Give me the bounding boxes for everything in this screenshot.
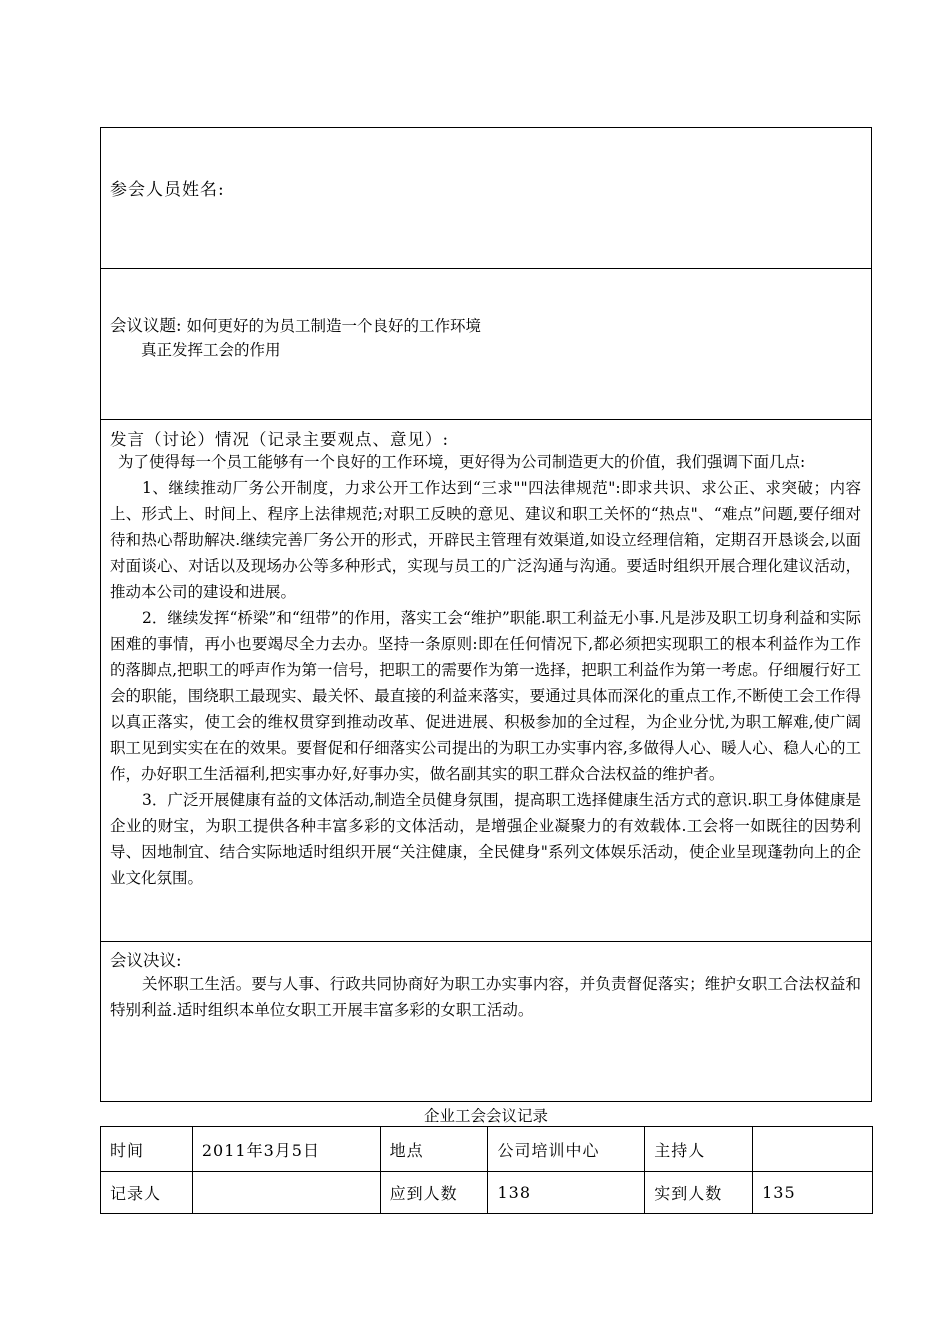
attendees-section xyxy=(100,127,872,269)
record-table-title: 企业工会会议记录 xyxy=(423,1107,548,1125)
resolution-title: 会议决议: xyxy=(110,951,182,970)
recorder-value xyxy=(192,1172,380,1214)
discussion-intro: 为了使得每一个员工能够有一个良好的工作环境，更好得为公司制造更大的价值，我们强调下面几点: xyxy=(118,453,806,471)
expected-count-label: 应到人数 xyxy=(380,1172,488,1214)
discussion-body xyxy=(110,449,861,891)
topic-text-2: 真正发挥工会的作用 xyxy=(141,341,281,359)
table-row xyxy=(101,1127,873,1172)
table-row xyxy=(101,1172,873,1214)
time-value: 2011年3月5日 xyxy=(192,1127,380,1172)
discussion-item-3: 3．广泛开展健康有益的文体活动,制造全员健身氛围，提高职工选择健康生活方式的意识.职工身体健康是企业的财宝，为职工提供各种丰富多彩的文体活动，是增强企业凝聚力的有效载体.工会将一如既往的因势利导、因地制宜、结合实际地适时组织开展“关注健康，全民健身"系列文体娱乐活动，使企业呈现蓬勃向上的企业文化氛围。 xyxy=(110,791,861,887)
actual-count-value: 135 xyxy=(753,1172,873,1214)
meeting-info-table xyxy=(100,1126,873,1214)
location-label: 地点 xyxy=(380,1127,488,1172)
location-value: 公司培训中心 xyxy=(488,1127,645,1172)
topic-line-1 xyxy=(110,312,481,336)
discussion-item-2: 2．继续发挥“桥梁”和“纽带”的作用，落实工会“维护”职能.职工利益无小事.凡是涉及职工切身利益和实际困难的事情，再小也要竭尽全力去办。坚持一条原则:即在任何情况下,都必须把实现职工的根本利益作为工作的落脚点,把职工的呼声作为第一信号，把职工的需要作为第一选择，把职工利益作为第一考虑。仔细履行好工会的职能，围绕职工最现实、最关怀、最直接的利益来落实，要通过具体而深化的重点工作,不断使工会工作得以真正落实，使工会的维权贯穿到推动改革、促进进展、积极参加的全过程，为企业分忧,为职工解难,使广阔职工见到实实在在的效果。要督促和仔细落实公司提出的为职工办实事内容,多做得人心、暖人心、稳人心的工作，办好职工生活福利,把实事办好,好事办实，做名副其实的职工群众合法权益的维护者。 xyxy=(110,609,861,783)
expected-count-value: 138 xyxy=(488,1172,645,1214)
recorder-label: 记录人 xyxy=(101,1172,193,1214)
topic-section xyxy=(100,268,872,420)
attendees-label: 参会人员姓名: xyxy=(110,180,225,200)
host-value xyxy=(753,1127,873,1172)
resolution-body: 关怀职工生活。要与人事、行政共同协商好为职工办实事内容，并负责督促落实；维护女职工合法权益和特别利益.适时组织本单位女职工开展丰富多彩的女职工活动。 xyxy=(110,975,861,1019)
resolution-section xyxy=(100,941,872,1102)
actual-count-label: 实到人数 xyxy=(645,1172,753,1214)
discussion-title: 发言（讨论）情况（记录主要观点、意见）: xyxy=(110,430,450,449)
discussion-section xyxy=(100,419,872,942)
discussion-item-1: 1、继续推动厂务公开制度，力求公开工作达到“三求""四法律规范":即求共识、求公正、求突破；内容上、形式上、时间上、程序上法律规范;对职工反映的意见、建议和职工关怀的“热点"、“难点”问题,要仔细对待和热心帮助解决.继续完善厂务公开的形式，开辟民主管理有效渠道,如设立经理信箱，定期召开恳谈会,以面对面谈心、对话以及现场办公等多种形式，实现与员工的广泛沟通与沟通。要适时组织开展合理化建议活动，推动本公司的建设和进展。 xyxy=(110,479,861,601)
topic-label: 会议议题: xyxy=(110,316,182,335)
topic-text-1: 如何更好的为员工制造一个良好的工作环境 xyxy=(181,317,481,335)
time-label: 时间 xyxy=(101,1127,193,1172)
host-label: 主持人 xyxy=(645,1127,753,1172)
